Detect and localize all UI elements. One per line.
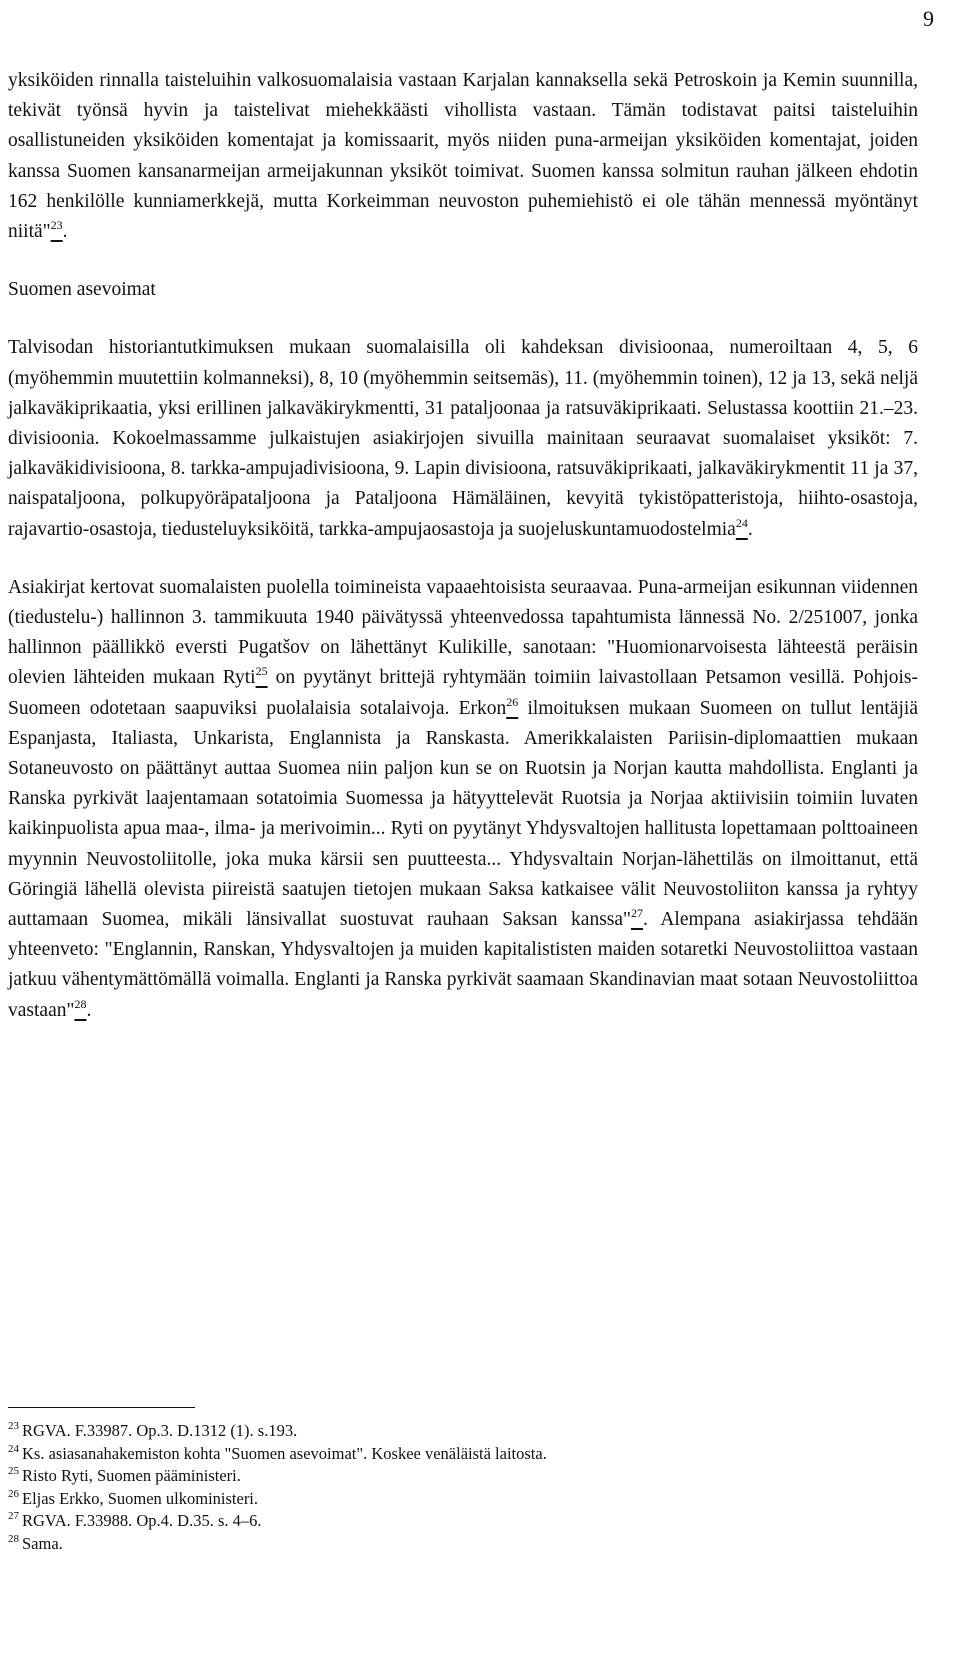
footnote: $^{25}$ Risto Ryti, Suomen pääministeri. [8,1465,241,1486]
paragraph-1-text: yksiköiden rinnalla taisteluihin valkosuomalaisia vastaan Karjalan kannaksella sekä Petroskoin ja Kemin suunnilla, tekivät työnsä hyvin ja taistelivat miehekkäästi vihollista vastaan. Tämän todistavat paitsi taisteluihin osallistuneiden yksiköiden komentajat ja komissaarit, myös niiden puna-armeijan yksiköiden komentajat, joiden kanssa Suomen kansanarmeijan armeijakunnan yksiköt toimivat. Suomen kanssa solmitun rauhan jälkeen ehdotin 162 henkilölle kunniamerkkejä, mutta Korkeimman neuvoston puhemiehistö ei ole tähän mennessä myöntänyt niitä" [8,70,918,243]
paragraph-2-text: Talvisodan historiantutkimuksen mukaan suomalaisilla oli kahdeksan divisioonaa, numeroiltaan 4, 5, 6 (myöhemmin muutettiin kolmanneksi), 8, 10 (myöhemmin seitsemäs), 11. (myöhemmin toinen), 12 ja 13, sekä neljä jalkaväkiprikaatia, yksi erillinen jalkaväkirykmentti, 31 pataljoonaa ja ratsuväkiprikaati. Selustassa koottiin 21.–23. divisioonia. Kokoelmassamme julkaistujen asiakirjojen sivuilla mainitaan seuraavat suomalaiset yksiköt: 7. jalkaväkidivisioona, 8. tarkka-ampujadivisioona, 9. Lapin divisioona, ratsuväkiprikaati, jalkaväkirykmentit 11 ja 37, naispataljoona, polkupyöräpataljoona ja Pataljoona Hämäläinen, kevyitä tykistöpatteristoja, hiihto-osastoja, rajavartio-osastoja, tiedusteluyksiköitä, tarkka-ampujaosastoja ja suojeluskuntamuodostelmia [8,337,918,540]
footnote-ref-24[interactable]: 24 [735,515,748,530]
page-number: 9 [923,6,934,31]
paragraph-3: Asiakirjat kertovat suomalaisten puolella toimineista vapaaehtoisista seuraavaa. Puna-armeijan esikunnan viidennen (tiedustelu-) hallinnon 3. tammikuuta 1940 päivätyssä yhteenvedossa tapahtumista lännessä No. 2/251007, jonka hallinnon päällikkö eversti Pugatšov on lähettänyt Kulikille, sanotaan: "Huomionarvoisesta lähteestä peräisin olevien lähteiden mukaan Ryti$^{25}$ on pyytänyt brittejä ryhtymään toimiin laivastollaan Petsamon vesillä. Pohjois-Suomeen odotetaan saapuviksi puolalaisia sotalaivoja. Erkon$^{26}$ ilmoituksen mukaan Suomeen on tullut lentäjiä Espanjasta, Italiasta, Unkarista, Englannista ja Ranskasta. Amerikkalaisten Pariisin-diplomaattien mukaan Sotaneuvosto on päättänyt auttaa Suomea niin paljon kun se on Ruotsin ja Norjan kautta mahdollista. Englanti ja Ranska pyrkivät laajentamaan sotatoimia Suomessa ja hätyyttelevät Ruotsia ja Norjaa aktiivisiin toimiin luvaten kaikinpuolista apua maa-, ilma- ja merivoimin... Ryti on pyytänyt Yhdysvaltojen hallitusta lopettamaan polttoaineen myynnin Neuvostoliitolle, joka muka kärsii sen puutteesta... Yhdysvaltain Norjan-lähettiläs on ilmoittanut, että Göringiä lähellä olevista piireistä saatujen tietojen mukaan Saksa katkaisee välit Neuvostoliiton kanssa ja ryhtyy auttamaan Suomea, mikäli länsivallat suostuvat rauhaan Saksan kanssa"$^{27}$. Alempana asiakirjassa tehdään yhteenveto: "Englannin, Ranskan, Yhdysvaltojen ja muiden kapitalististen maiden sotaretki Neuvostoliittoa vastaan jatkuu vähentymättömällä voimalla. Englanti ja Ranska pyrkivät saamaan Skandinavian maat sotaan Neuvostoliittoa vastaan"$^{28}$. [8,576,919,1021]
paragraph-1: yksiköiden rinnalla taisteluihin valkosuomalaisia vastaan Karjalan kannaksella sekä Petroskoin ja Kemin suunnilla, tekivät työnsä hyvin ja taistelivat miehekkäästi vihollista vastaan. Tämän todistavat paitsi taisteluihin osallistuneiden yksiköiden komentajat ja komissaarit, myös niiden puna-armeijan yksiköiden komentajat, joiden kanssa Suomen kansanarmeijan armeijakunnan yksiköt toimivat. Suomen kanssa solmitun rauhan jälkeen ehdotin 162 henkilölle kunniamerkkejä, mutta Korkeimman neuvoston puhemiehistö ei ole tähän mennessä myöntänyt niitä"$^{23}$. [8,70,918,243]
footnote-ref-27[interactable]: 27 [631,906,643,921]
paragraph-3-text: Asiakirjat kertovat suomalaisten puolella toimineista vapaaehtoisista seuraavaa. Puna-armeijan esikunnan viidennen (tiedustelu-) hallinnon 3. tammikuuta 1940 päivätyssä yhteenvedossa tapahtumista lännessä No. 2/251007, jonka hallinnon päällikkö eversti Pugatšov on lähettänyt Kulikille, sanotaan: "Huomionarvoisesta lähteestä peräisin olevien lähteiden mukaan Ryti [8,576,918,689]
footnotes [8,1420,918,1556]
footnote: $^{28}$ Sama. [8,1532,63,1553]
footnote: $^{26}$ Eljas Erkko, Suomen ulkoministeri. [8,1487,259,1508]
footnote: $^{27}$ RGVA. F.33988. Op.4. D.35. s. 4–6. [8,1510,262,1531]
section-heading: Suomen asevoimat [8,279,156,301]
footnote-ref-23[interactable]: 23 [50,218,63,233]
body-text [8,66,918,1026]
footnote: $^{23}$ RGVA. F.33987. Op.3. D.1312 (1). s.193. [8,1420,298,1440]
footnote-ref-25[interactable]: 25 [255,664,268,679]
footnote-separator [8,1407,195,1408]
footnote-ref-28[interactable]: 28 [74,996,87,1011]
footnote-ref-26[interactable]: 26 [506,694,519,709]
footnote: $^{24}$ Ks. asiasanahakemiston kohta "Suomen asevoimat". Koskee venäläistä laitosta. [8,1442,547,1463]
paragraph-2: Talvisodan historiantutkimuksen mukaan suomalaisilla oli kahdeksan divisioonaa, numeroiltaan 4, 5, 6 (myöhemmin muutettiin kolmanneksi), 8, 10 (myöhemmin seitsemäs), 11. (myöhemmin toinen), 12 ja 13, sekä neljä jalkaväkiprikaatia, yksi erillinen jalkaväkirykmentti, 31 pataljoonaa ja ratsuväkiprikaati. Selustassa koottiin 21.–23. divisioonia. Kokoelmassamme julkaistujen asiakirjojen sivuilla mainitaan seuraavat suomalaiset yksiköt: 7. jalkaväkidivisioona, 8. tarkka-ampujadivisioona, 9. Lapin divisioona, ratsuväkiprikaati, jalkaväkirykmentit 11 ja 37, naispataljoona, polkupyöräpataljoona ja Pataljoona Hämäläinen, kevyitä tykistöpatteristoja, hiihto-osastoja, rajavartio-osastoja, tiedusteluyksiköitä, tarkka-ampujaosastoja ja suojeluskuntamuodostelmia$^{24}$. [8,337,918,540]
